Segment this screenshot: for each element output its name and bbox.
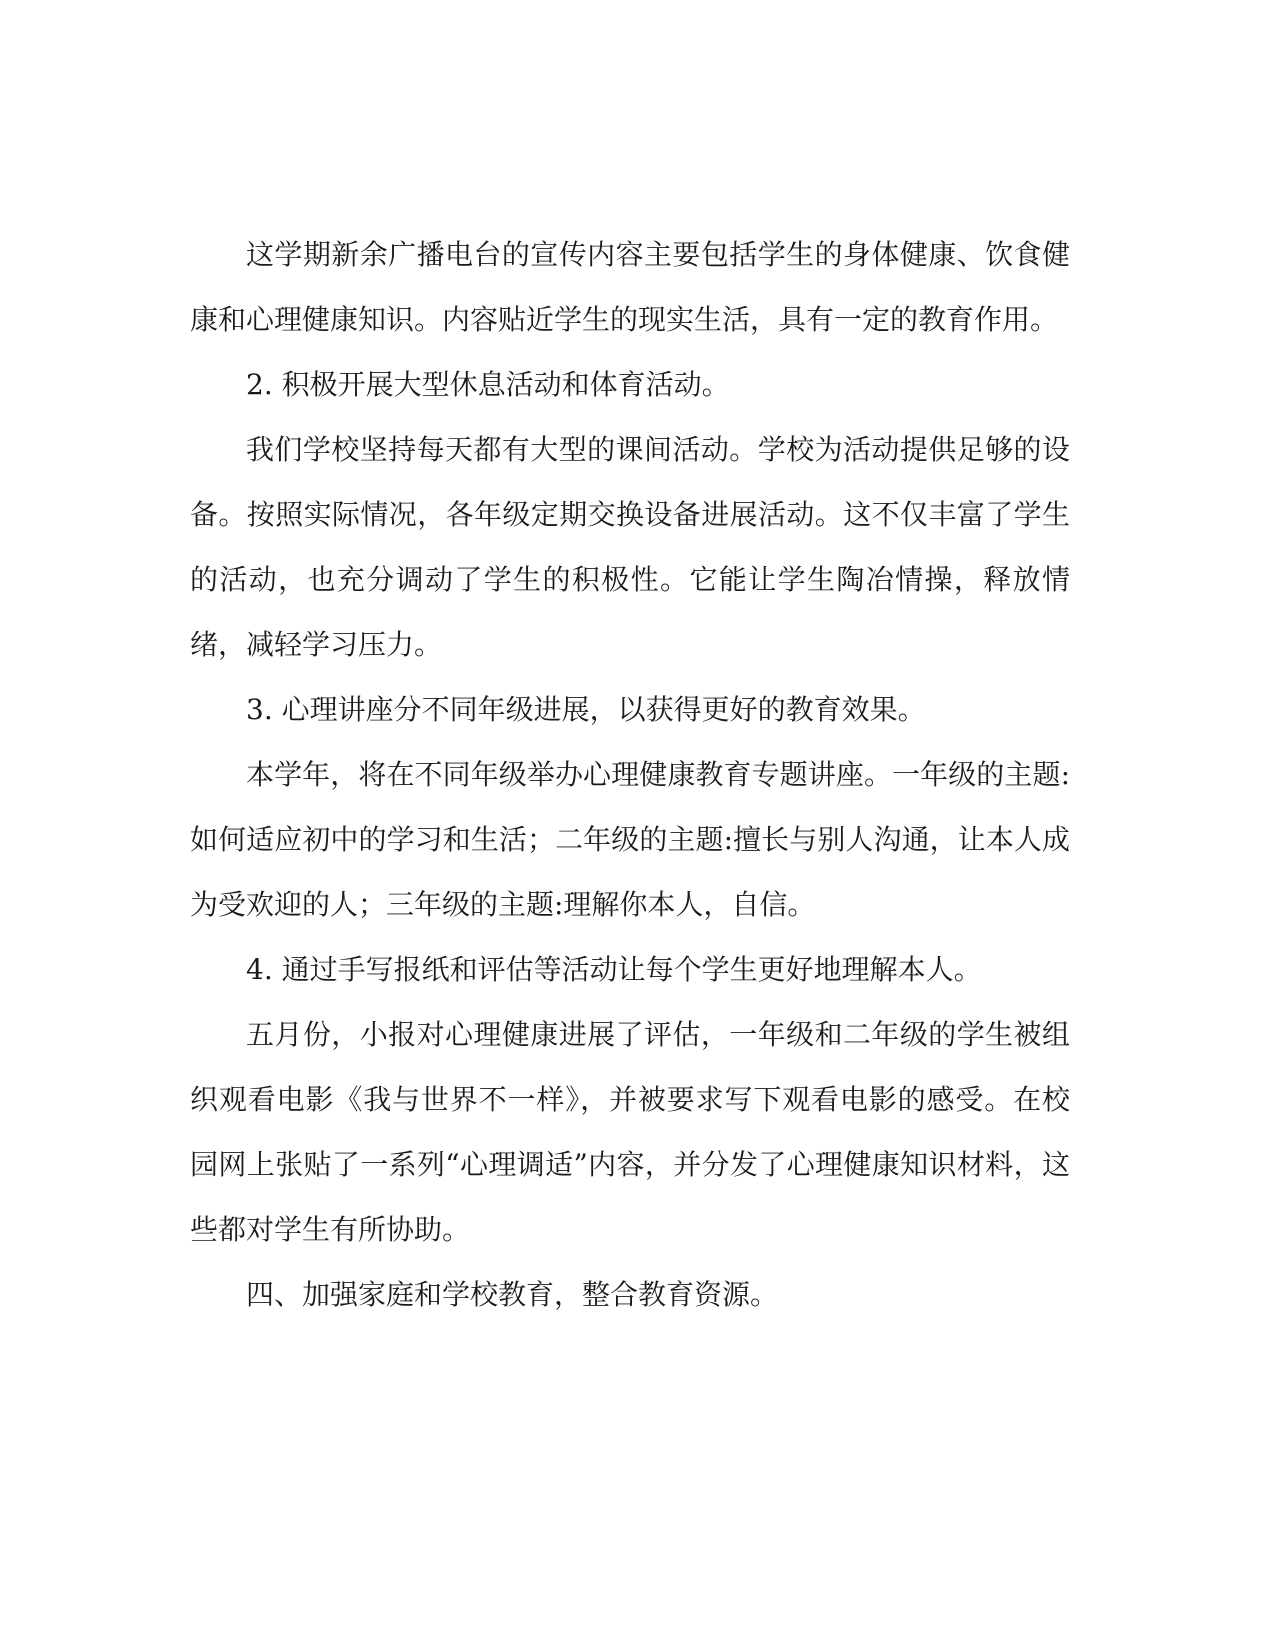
document-body — [190, 222, 1070, 1327]
paragraph-evaluation: 五月份，小报对心理健康进展了评估，一年级和二年级的学生被组织观看电影《我与世界不一样》，并被要求写下观看电影的感受。在校园网上张贴了一系列“心理调适”内容，并分发了心理健康知识材料，这些都对学生有所协助。 — [190, 1018, 1070, 1246]
paragraph-heading-3: 3. 心理讲座分不同年级进展，以获得更好的教育效果。 — [246, 693, 926, 726]
paragraph-heading-4: 4. 通过手写报纸和评估等活动让每个学生更好地理解本人。 — [246, 953, 982, 986]
paragraph-radio-content: 这学期新余广播电台的宣传内容主要包括学生的身体健康、饮食健康和心理健康知识。内容贴近学生的现实生活，具有一定的教育作用。 — [190, 238, 1070, 336]
paragraph-heading-2: 2. 积极开展大型休息活动和体育活动。 — [246, 368, 730, 401]
paragraph-section-four: 四、加强家庭和学校教育，整合教育资源。 — [246, 1278, 779, 1311]
paragraph-break-activities: 我们学校坚持每天都有大型的课间活动。学校为活动提供足够的设备。按照实际情况，各年级定期交换设备进展活动。这不仅丰富了学生的活动，也充分调动了学生的积极性。它能让学生陶冶情操，释放情绪，减轻学习压力。 — [190, 433, 1070, 661]
paragraph-lectures: 本学年，将在不同年级举办心理健康教育专题讲座。一年级的主题:如何适应初中的学习和生活；二年级的主题:擅长与别人沟通，让本人成为受欢迎的人；三年级的主题:理解你本人，自信。 — [190, 758, 1070, 921]
